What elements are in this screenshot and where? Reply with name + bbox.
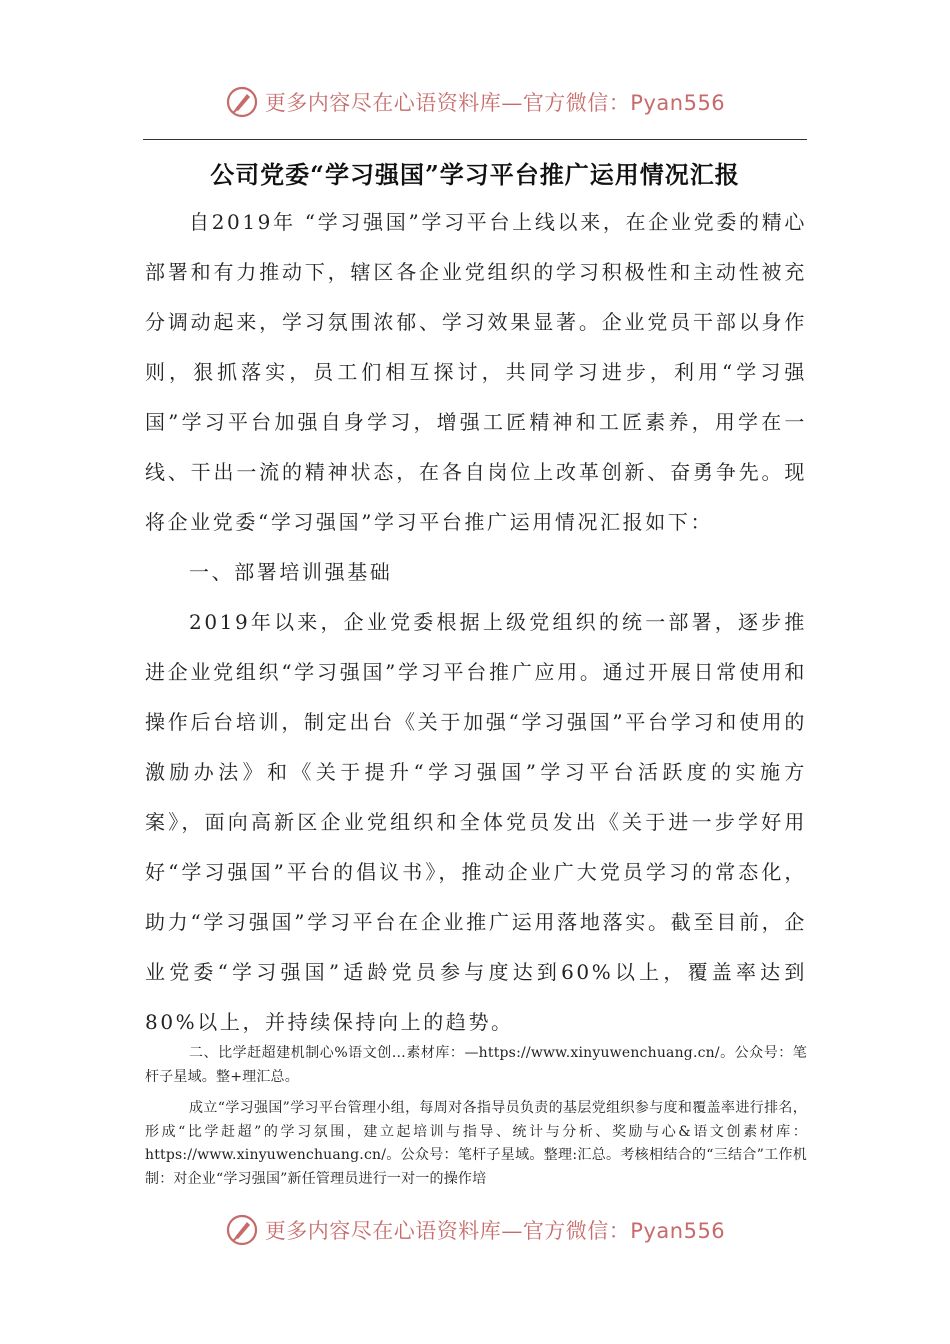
- section-heading-1: 一、部署培训强基础: [189, 560, 393, 584]
- banner-separator: —: [501, 91, 523, 115]
- banner-text: [265, 87, 725, 117]
- header-divider: [143, 139, 807, 140]
- quill-logo-icon: [225, 85, 259, 119]
- small-print-block: [145, 1042, 807, 1191]
- banner-wechat: 官方微信：Pyan556: [522, 91, 726, 115]
- section-heading-2: 二、比学赶超建机制心%语文创…素材库：—https://www.xinyuwenchuang.cn/。公众号：笔杆子星域。整+理汇总。: [145, 1045, 807, 1085]
- banner-brand: 更多内容尽在心语资料库: [264, 91, 502, 115]
- document-body: [145, 197, 807, 1047]
- paragraph-intro: 自2019年 “学习强国”学习平台上线以来，在企业党委的精心部署和有力推动下，辖区各企业党组织的学习积极性和主动性被充分调动起来，学习氛围浓郁、学习效果显著。企业党员干部以身作则，狠抓落实，员工们相互探讨，共同学习进步，利用“学习强国”学习平台加强自身学习，增强工匠精神和工匠素养，用学在一线、干出一流的精神状态，在各自岗位上改革创新、奋勇争先。现将企业党委“学习强国”学习平台推广运用情况汇报如下：: [145, 210, 807, 534]
- banner-wechat: 官方微信：Pyan556: [522, 1219, 726, 1243]
- footer-banner: [0, 1210, 950, 1250]
- banner-separator: —: [501, 1219, 523, 1243]
- paragraph-section-1: 2019年以来，企业党委根据上级党组织的统一部署，逐步推进企业党组织“学习强国”学习平台推广应用。通过开展日常使用和操作后台培训，制定出台《关于加强“学习强国”平台学习和使用的激励办法》和《关于提升“学习强国”学习平台活跃度的实施方案》，面向高新区企业党组织和全体党员发出《关于进一步学好用好“学习强国”平台的倡议书》，推动企业广大党员学习的常态化，助力“学习强国”学习平台在企业推广运用落地落实。截至目前，企业党委“学习强国”适龄党员参与度达到60%以上，覆盖率达到80%以上，并持续保持向上的趋势。: [145, 610, 807, 1034]
- banner-text: [265, 1215, 725, 1245]
- paragraph-section-2: 成立“学习强国”学习平台管理小组，每周对各指导员负责的基层党组织参与度和覆盖率进行排名，形成“比学赶超”的学习氛围，建立起培训与指导、统计与分析、奖励与心&语文创素材库：https://www.xinyuwenchuang.cn/。公众号：笔杆子星域。整理:汇总。考核相结合的“三结合”工作机制：对企业“学习强国”新任管理员进行一对一的操作培: [145, 1100, 807, 1187]
- document-title: 公司党委“学习强国”学习平台推广运用情况汇报: [210, 160, 740, 189]
- quill-logo-icon: [225, 1213, 259, 1247]
- banner-brand: 更多内容尽在心语资料库: [264, 1219, 502, 1243]
- header-banner: [0, 82, 950, 122]
